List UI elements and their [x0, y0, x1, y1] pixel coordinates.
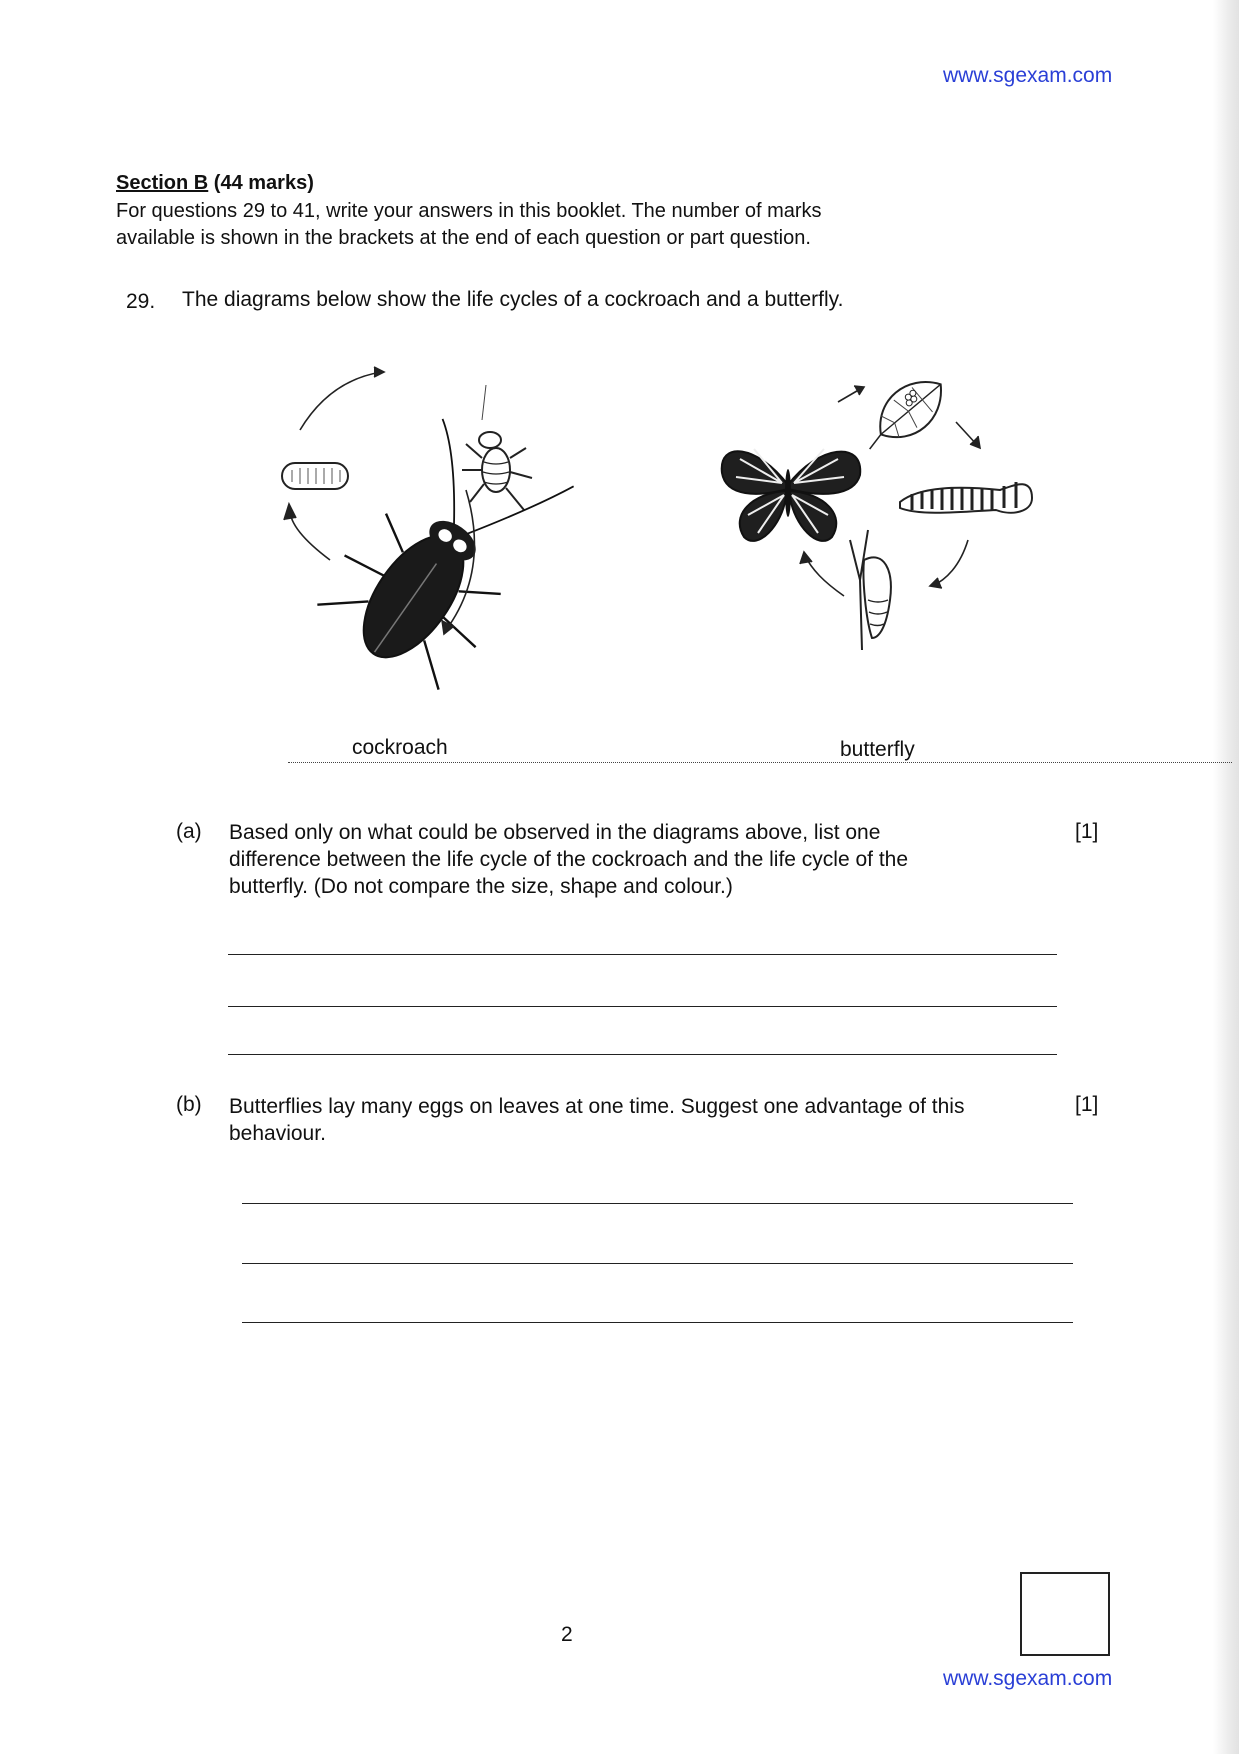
part-a-marks: [1]: [1075, 820, 1099, 843]
caption-dotted-rule: [288, 762, 1232, 763]
section-instructions: [116, 198, 976, 252]
part-a-line: butterfly. (Do not compare the size, shape and colour.): [229, 875, 733, 898]
instruction-line: available is shown in the brackets at the end of each question or part question.: [116, 227, 811, 249]
marks-box[interactable]: [1020, 1572, 1110, 1656]
butterfly-adult-icon: [722, 449, 861, 541]
caption-butterfly: butterfly: [840, 738, 915, 761]
part-b-line: behaviour.: [229, 1122, 326, 1145]
part-b-label: (b): [176, 1093, 202, 1116]
instruction-line: For questions 29 to 41, write your answers in this booklet. The number of marks: [116, 200, 822, 222]
page-number: 2: [561, 1623, 573, 1646]
header-website-link[interactable]: www.sgexam.com: [943, 64, 1113, 87]
cockroach-nymph-icon: [462, 385, 532, 510]
part-b-answer-line-3[interactable]: [242, 1322, 1073, 1323]
section-heading: [116, 172, 314, 195]
part-b-line: Butterflies lay many eggs on leaves at one time. Suggest one advantage of this: [229, 1095, 965, 1118]
caption-cockroach: cockroach: [352, 736, 448, 759]
part-b-marks: [1]: [1075, 1093, 1099, 1116]
part-b-answer-line-2[interactable]: [242, 1263, 1073, 1264]
part-a-line: Based only on what could be observed in the diagrams above, list one: [229, 821, 881, 844]
chrysalis-icon: [850, 530, 891, 650]
leaf-with-eggs-icon: [853, 367, 955, 463]
cockroach-egg-case-icon: [282, 463, 348, 489]
part-b-text: [229, 1093, 1069, 1147]
section-marks: (44 marks): [208, 172, 314, 194]
part-b-answer-line-1[interactable]: [242, 1203, 1073, 1204]
question-number: 29.: [126, 290, 156, 313]
part-a-line: difference between the life cycle of the cockroach and the life cycle of the: [229, 848, 909, 871]
question-text: The diagrams below show the life cycles of a cockroach and a butterfly.: [182, 288, 844, 311]
part-a-text: [229, 819, 999, 900]
footer-website-link[interactable]: www.sgexam.com: [943, 1667, 1113, 1690]
butterfly-life-cycle-diagram: [720, 360, 1060, 680]
part-a-answer-line-2[interactable]: [228, 1006, 1057, 1007]
caterpillar-icon: [900, 482, 1032, 513]
part-a-answer-line-1[interactable]: [228, 954, 1057, 955]
part-a-label: (a): [176, 820, 202, 843]
page-edge-shadow: [1213, 0, 1239, 1754]
cockroach-adult-icon: [308, 401, 584, 699]
section-title: Section B: [116, 172, 209, 194]
cockroach-life-cycle-diagram: [270, 360, 570, 680]
part-a-answer-line-3[interactable]: [228, 1054, 1057, 1055]
